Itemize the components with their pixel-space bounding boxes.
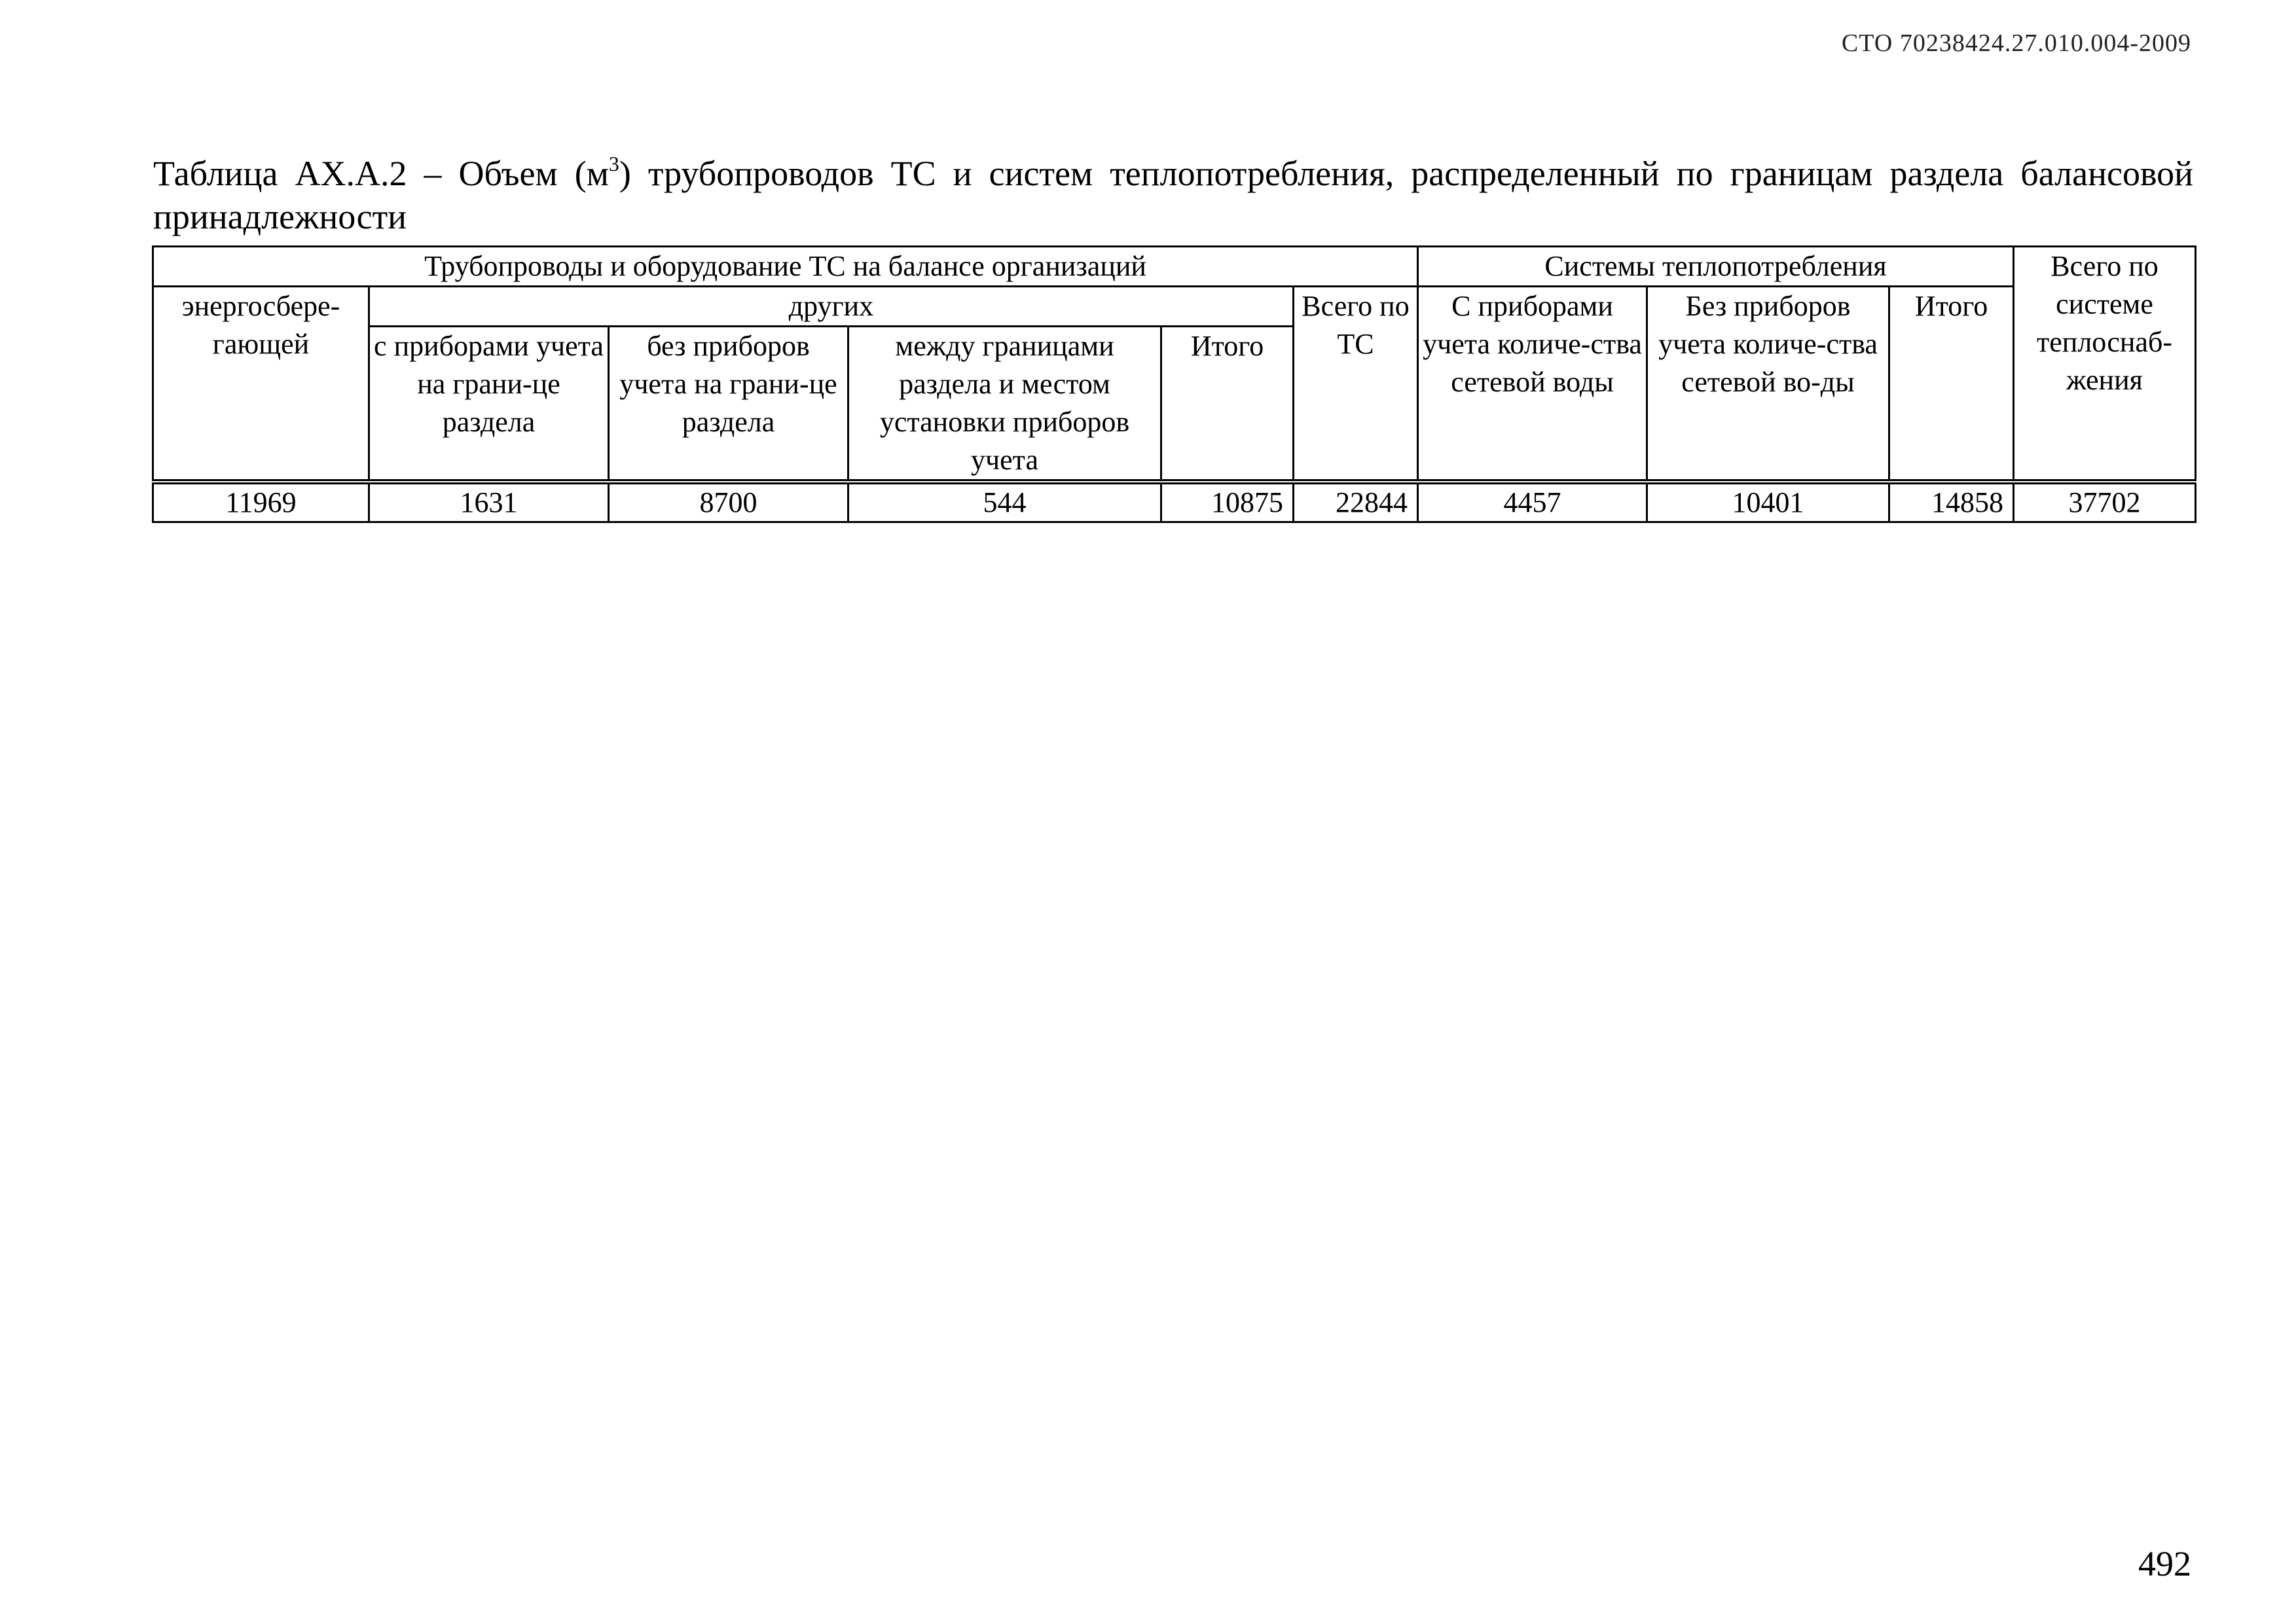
header-cons-total: Итого bbox=[1889, 287, 2014, 482]
value-other-total: 10875 bbox=[1161, 482, 1294, 522]
values-row bbox=[153, 482, 2196, 522]
caption-suffix: ) трубопроводов ТС и систем теплопотребления, распределенный по границам раздела балансовой принадлежности bbox=[153, 154, 2193, 236]
value-energy-saving: 11969 bbox=[153, 482, 369, 522]
document-code: СТО 70238424.27.010.004-2009 bbox=[1841, 29, 2191, 57]
value-other-without-meters: 8700 bbox=[609, 482, 848, 522]
value-cons-without-meters: 10401 bbox=[1647, 482, 1889, 522]
header-row-1 bbox=[153, 247, 2196, 287]
header-cons-without-meters: Без приборов учета количе-ства сетевой во-ды bbox=[1647, 287, 1889, 482]
caption-superscript: 3 bbox=[608, 152, 619, 175]
value-total-system: 37702 bbox=[2014, 482, 2196, 522]
header-other-without-meters: без приборов учета на грани-це раздела bbox=[609, 327, 848, 482]
value-other-between: 544 bbox=[848, 482, 1161, 522]
table-caption bbox=[153, 152, 2193, 238]
header-cons-with-meters: С приборами учета количе-ства сетевой воды bbox=[1418, 287, 1647, 482]
page-number: 492 bbox=[2138, 1544, 2191, 1583]
volume-table bbox=[152, 245, 2196, 523]
header-total-system: Всего по системе теплоснаб-жения bbox=[2014, 247, 2196, 482]
header-consumption-group: Системы теплопотребления bbox=[1418, 247, 2014, 287]
caption-prefix: Таблица АХ.А.2 – Объем (м bbox=[153, 154, 609, 193]
header-other-between: между границами раздела и местом установки приборов учета bbox=[848, 327, 1161, 482]
value-cons-with-meters: 4457 bbox=[1418, 482, 1647, 522]
header-row-2 bbox=[153, 287, 2196, 327]
header-others: других bbox=[369, 287, 1294, 327]
value-total-ts: 22844 bbox=[1294, 482, 1418, 522]
header-total-ts: Всего по ТС bbox=[1294, 287, 1418, 482]
value-other-with-meters: 1631 bbox=[369, 482, 609, 522]
header-other-with-meters: с приборами учета на грани-це раздела bbox=[369, 327, 609, 482]
header-energy-saving: энергосбере-гающей bbox=[153, 287, 369, 482]
header-ts-group: Трубопроводы и оборудование ТС на балансе организаций bbox=[153, 247, 1418, 287]
value-cons-total: 14858 bbox=[1889, 482, 2014, 522]
header-other-total: Итого bbox=[1161, 327, 1294, 482]
